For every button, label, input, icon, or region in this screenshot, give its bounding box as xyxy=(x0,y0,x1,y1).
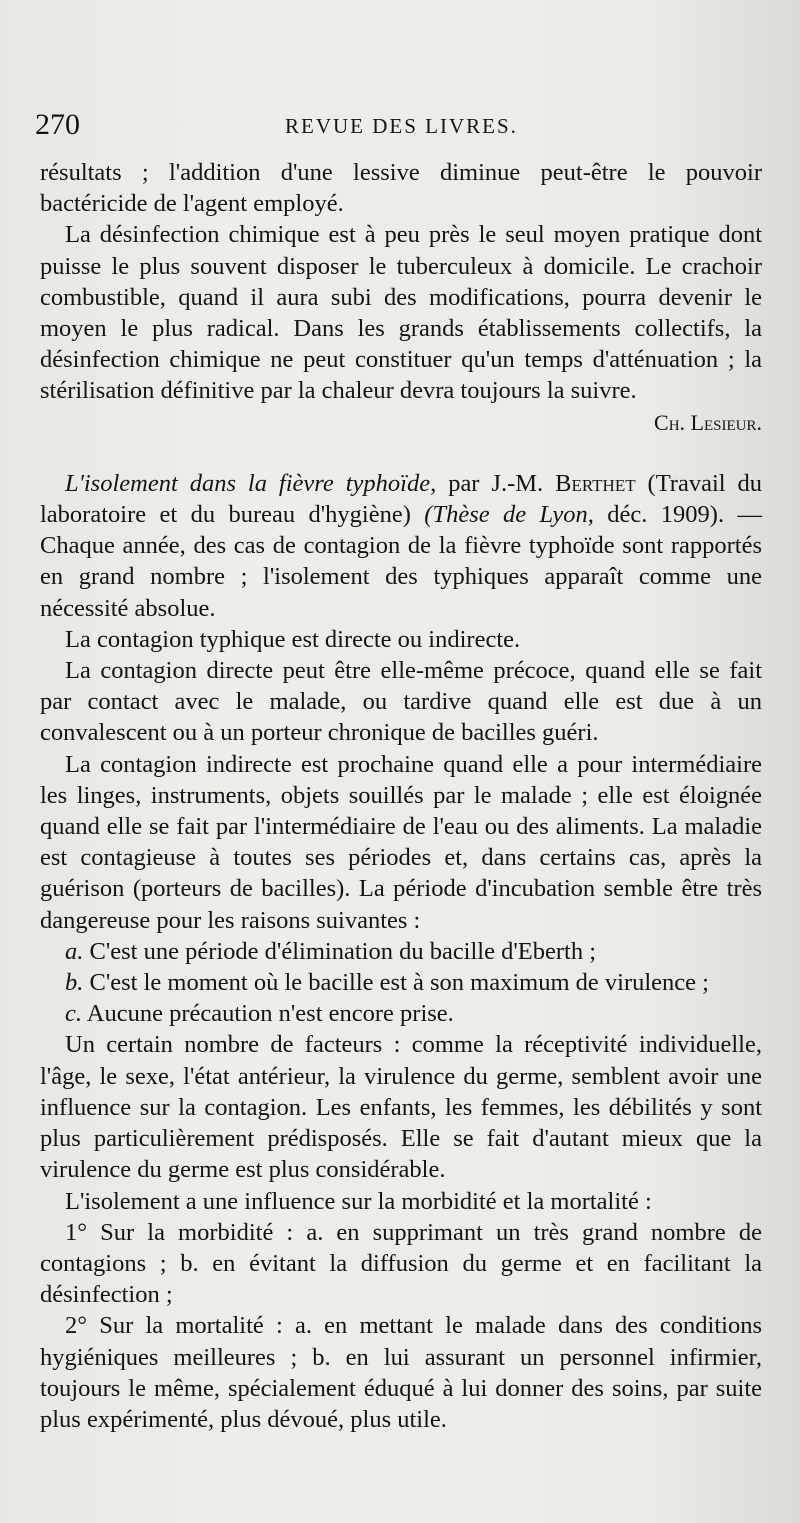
review-date: déc. 1909). xyxy=(607,501,725,529)
signature: Ch. Lesieur. xyxy=(654,409,762,435)
list-letter: b. xyxy=(65,969,84,997)
list-item xyxy=(40,967,762,998)
review-thesis: (Thèse de Lyon, xyxy=(424,501,594,529)
review-source: (Travail du laboratoire et du bureau d'hygiène) xyxy=(40,469,763,529)
paragraph: La contagion indirecte est prochaine quand elle a pour intermédiaire les linges, instruments, objets souillés par le malade ; elle est éloignée quand elle se fait par l'intermédiaire de l'eau ou des aliments. La maladie est contagieuse à toutes ses périodes et, dans certains cas, après la guérison (porteurs de bacilles). La période d'incubation semble être très dangereuse pour les raisons suivantes : xyxy=(40,750,762,934)
paragraph: L'isolement a une influence sur la morbidité et la mortalité : xyxy=(65,1187,652,1215)
list-letter: a. xyxy=(65,937,84,965)
paragraph: La contagion typhique est directe ou indirecte. xyxy=(65,625,521,653)
review-heading xyxy=(40,468,762,624)
list-item xyxy=(40,936,762,967)
page-number: 270 xyxy=(35,108,80,141)
list-item xyxy=(40,998,762,1029)
paragraph: La contagion directe peut être elle-même précoce, quand elle se fait par contact avec le malade, ou tardive quand elle est due à un convalescent ou à un porteur chronique de bacilles guéri. xyxy=(40,657,762,747)
paragraph: Un certain nombre de facteurs : comme la réceptivité individuelle, l'âge, le sexe, l'état antérieur, la virulence du germe, semblent avoir une influence sur la contagion. Les enfants, les femmes, les débilités y sont plus particulièrement prédisposés. Elle se fait d'autant mieux que la virulence du germe est plus considérable. xyxy=(40,1031,762,1184)
body-text xyxy=(40,157,762,1435)
running-title: REVUE DES LIVRES. xyxy=(285,114,518,138)
paragraph: résultats ; l'addition d'une lessive diminue peut-être le pouvoir bactéricide de l'agent employé. xyxy=(40,159,762,218)
list-letter: c. xyxy=(65,1000,82,1028)
review-title: L'isolement dans la fièvre typhoïde, xyxy=(65,469,437,497)
running-head xyxy=(35,108,760,148)
paragraph: La désinfection chimique est à peu près le seul moyen pratique dont puisse le plus souvent disposer le tuberculeux à domicile. Le crachoir combustible, quand il aura subi des modifications, pourra devenir le moyen le plus radical. Dans les grands établissements collectifs, la désinfection chimique ne peut constituer qu'un temps d'atténuation ; la stérilisation définitive par la chaleur devra toujours la suivre. xyxy=(40,221,762,405)
paragraph: 1° Sur la morbidité : a. en supprimant un très grand nombre de contagions ; b. en évitant la diffusion du germe et en facilitant la désinfection ; xyxy=(40,1218,762,1309)
spacer xyxy=(40,438,762,468)
review-by: par J.-M. xyxy=(448,469,544,497)
review-author: Berthet xyxy=(555,469,636,497)
list-text: C'est le moment où le bacille est à son maximum de virulence ; xyxy=(89,969,709,997)
paragraph: 2° Sur la mortalité : a. en mettant le malade dans des conditions hygiéniques meilleures ; b. en lui assurant un personnel infirmier, toujours le même, spécialement éduqué à lui donner des soins, par suite plus expérimenté, plus dévoué, plus utile. xyxy=(40,1312,762,1433)
list-text: C'est une période d'élimination du bacille d'Eberth ; xyxy=(89,937,597,965)
list-text: Aucune précaution n'est encore prise. xyxy=(86,1000,454,1028)
review-intro: — Chaque année, des cas de contagion de la fièvre typhoïde sont rapportés en grand nombre ; l'isolement des typhiques apparaît comme une nécessité absolue. xyxy=(40,501,762,622)
